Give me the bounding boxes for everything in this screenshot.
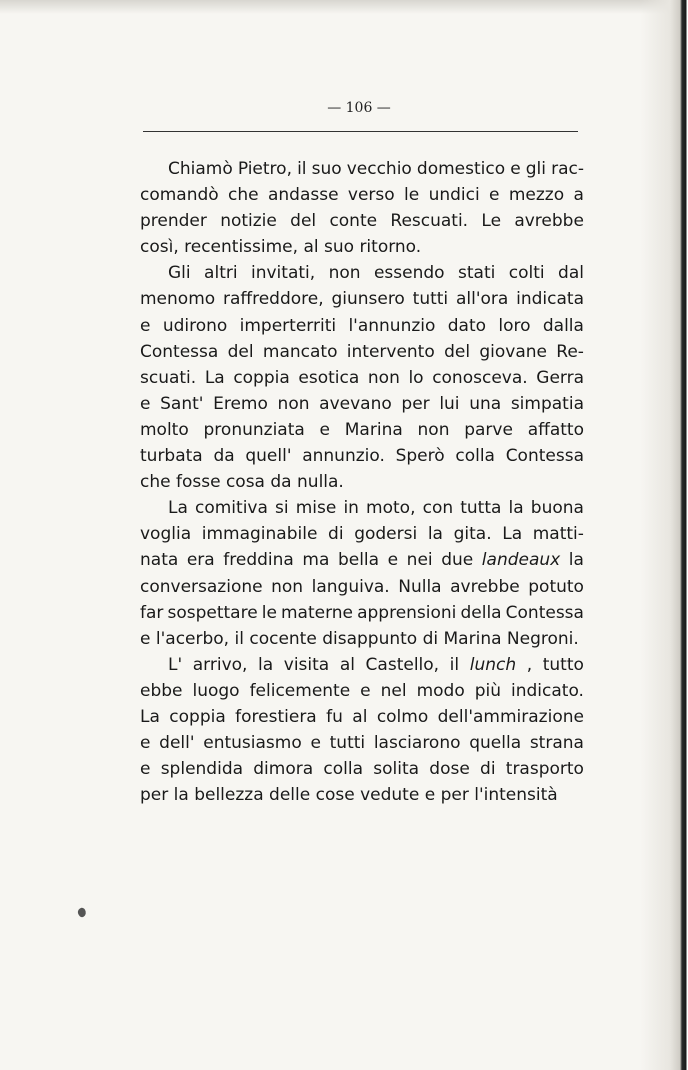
word: La [204,367,225,388]
word: recentissime, [184,237,304,258]
word: di [328,524,344,545]
word: matti- [532,524,584,545]
word: si [275,498,289,519]
word: dalla [542,315,584,336]
paragraph [140,260,584,495]
word: suo [311,159,342,179]
word: godersi [354,524,418,545]
word: da [270,472,298,493]
word: delle [269,785,316,806]
word: avrebbe [514,211,584,232]
word: e [140,315,151,336]
text-line [140,313,584,339]
word: del [444,341,471,362]
word: gli [525,159,547,179]
word: coppia [169,706,226,727]
word: e [510,159,521,179]
word: lui [439,393,460,414]
word: materne [280,602,354,623]
word: le [404,185,420,206]
word: Contessa [140,341,219,362]
word: luogo [192,680,240,701]
word: ritorno. [359,237,422,258]
word: non [271,576,304,597]
word: cose [315,785,361,806]
ink-blot [76,907,87,919]
word: Le [481,211,502,232]
word: conosceva. [432,367,528,388]
text-line [140,756,584,782]
word: dell' [159,733,195,754]
text-line [140,521,584,547]
word: di [422,628,444,649]
word: buona [530,498,584,519]
word: mezzo [508,185,565,206]
word: invitati, [251,263,316,284]
word: andasse [267,185,339,206]
word: Pietro, [237,159,292,179]
word: del [290,211,317,232]
word: Negroni. [506,628,579,649]
word: solita [373,759,420,780]
word: dimora [253,759,314,780]
word: al [303,237,324,258]
word: al [352,706,368,727]
word: conte [329,211,378,232]
word: la [568,550,584,571]
text-line [140,469,584,495]
paragraph [140,495,584,652]
word: e [424,785,441,806]
word: colti [508,263,545,284]
word: non [277,393,310,414]
word: la [258,654,274,675]
word: con [422,498,454,519]
word: comandò [140,185,219,206]
word: raffreddore, [222,289,324,310]
text-line [140,234,584,260]
word: l'acerbo, [155,628,235,649]
word: vedute [360,785,425,806]
word: Chiamò [168,159,233,179]
word: da [213,446,235,467]
word: coppia [233,367,290,388]
word: altri [204,263,238,284]
word: bellezza [194,785,270,806]
word: , [526,654,533,675]
word: avrebbe [450,576,520,597]
word: pronunziata [203,419,305,440]
word: e [319,419,331,440]
word: Contessa [505,602,584,623]
text-line [140,156,584,182]
word: e [489,185,500,206]
word: affatto [527,419,584,440]
word: in [343,498,359,519]
word: Marina [344,419,403,440]
word: tutto [542,654,584,675]
word: dato [447,315,487,336]
word: conversazione [140,576,263,597]
text-line [140,730,584,756]
page-number: — 106 — [327,100,391,116]
word: giunsero [331,289,405,310]
word: indicata [516,289,584,310]
word: sospettare [167,602,258,623]
text-line [140,417,584,443]
word: del [227,341,254,362]
text-line [140,652,584,678]
word: il [234,628,250,649]
word: splendida [160,759,244,780]
word: trasporto [505,759,584,780]
text-line [140,495,584,521]
body-text [140,156,584,808]
word: L' [168,654,183,675]
word: giovane [479,341,547,362]
word: forestiera [235,706,317,727]
word: mancato [262,341,338,362]
word: e [360,680,371,701]
word: cosa [225,472,271,493]
text-line [140,782,584,808]
word: esotica [298,367,360,388]
word: non [417,419,450,440]
word: Rescuati. [390,211,469,232]
word: Contessa [505,446,584,467]
word: per [140,785,174,806]
word: entusiasmo [203,733,302,754]
word: Nulla [398,576,442,597]
word: ebbe [140,680,183,701]
word: comitiva [195,498,268,519]
word: ma [302,550,330,571]
word: potuto [528,576,584,597]
word: l'intensità [474,785,558,806]
text-line [140,365,584,391]
word: nata [140,550,179,571]
word: voglia [140,524,192,545]
word: Gerra [536,367,584,388]
word: e [140,733,151,754]
word: tutti [412,289,449,310]
text-line [140,286,584,312]
word: Sant' [160,393,204,414]
text-line [140,391,584,417]
word: per [401,393,430,414]
word: notizie [220,211,277,232]
word: essendo [373,263,445,284]
word: la [173,785,195,806]
word: per [440,785,475,806]
text-line [140,626,584,652]
page-binding-edge [640,0,688,1070]
word: molto [140,419,189,440]
word: verso [347,185,395,206]
word: stati [458,263,496,284]
word: il [297,159,307,179]
word: e [310,733,321,754]
word: la [508,498,524,519]
word: rac- [551,159,584,179]
word: modo [416,680,465,701]
word: bella [337,550,380,571]
word: Gli [168,263,191,284]
text-line [140,678,584,704]
word: dell'ammirazione [437,706,584,727]
text-line [140,208,584,234]
header-rule [143,131,578,132]
word: freddina [223,550,294,571]
word: all'ora [455,289,509,310]
word: simpatia [510,393,584,414]
paragraph [140,156,584,260]
text-line [140,260,584,286]
word: menomo [140,289,216,310]
word: languiva. [311,576,390,597]
word: di [480,759,496,780]
word: La [502,524,523,545]
word: indicato. [511,680,584,701]
word: più [474,680,502,701]
word: immaginabile [201,524,318,545]
word: udirono [162,315,228,336]
word: quell' [245,446,292,467]
word: e [140,759,151,780]
text-line [140,182,584,208]
word: lunch [469,654,517,675]
word: cocente [249,628,323,649]
word: colla [455,446,495,467]
word: annunzio. [302,446,385,467]
word: La [140,706,160,727]
word: moto, [366,498,416,519]
word: non [367,367,400,388]
word: quella [469,733,522,754]
word: apprensioni [357,602,457,623]
word: e [387,550,399,571]
text-line [140,704,584,730]
word: nel [380,680,407,701]
paragraph [140,652,584,809]
word: dal [558,263,584,284]
word: colla [323,759,364,780]
word: lo [408,367,424,388]
text-line [140,574,584,600]
word: della [460,602,502,623]
text-line [140,547,584,573]
word: due [441,550,474,571]
word: che [228,185,259,206]
word: nei [406,550,433,571]
word: arrivo, [192,654,248,675]
word: al [339,654,355,675]
word: undici [428,185,480,206]
word: vecchio [346,159,412,179]
word: suo [324,237,360,258]
word: domestico [416,159,506,179]
word: che [140,472,176,493]
word: La [168,498,188,519]
word: la [427,524,443,545]
word: l'annunzio [348,315,436,336]
word: gita. [453,524,492,545]
word: turbata [140,446,203,467]
word: parve [464,419,513,440]
word: era [186,550,215,571]
word: Marina [443,628,507,649]
word: disappunto [322,628,423,649]
word: scuati. [140,367,197,388]
word: dose [429,759,470,780]
word: non [328,263,361,284]
word: le [261,602,277,623]
word: prender [140,211,207,232]
word: visita [283,654,330,675]
word: far [140,602,164,623]
word: imperterriti [239,315,337,336]
word: così, [140,237,185,258]
word: fu [326,706,343,727]
word: intervento [346,341,435,362]
word: Castello, [365,654,440,675]
word: Eremo [213,393,268,414]
word: loro [498,315,531,336]
word: landeaux [481,550,561,571]
word: strana [529,733,584,754]
text-line [140,443,584,469]
word: avevano [319,393,392,414]
word: lasciarono [373,733,461,754]
word: e [140,628,156,649]
word: Re- [556,341,584,362]
word: mise [295,498,337,519]
text-line [140,339,584,365]
word: una [469,393,502,414]
word: felicemente [249,680,351,701]
word: il [449,654,460,675]
page-top-shadow [0,0,688,14]
word: tutti [329,733,366,754]
word: Sperò [395,446,445,467]
word: fosse [175,472,226,493]
text-line [140,600,584,626]
word: nulla. [297,472,344,493]
word: colmo [376,706,429,727]
word: a [573,185,584,206]
word: tutta [460,498,502,519]
word: e [140,393,151,414]
